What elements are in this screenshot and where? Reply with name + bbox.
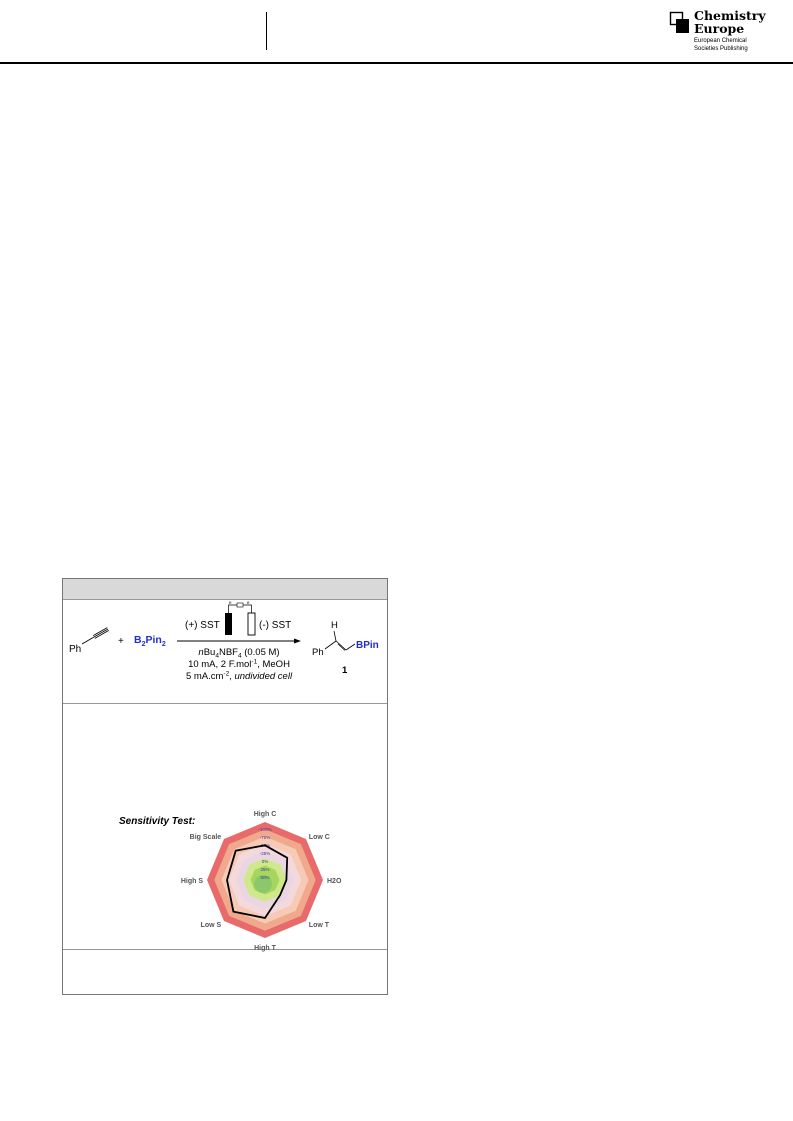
logo-sub-line-1: European Chemical bbox=[694, 38, 747, 44]
radar-ring-label: -100% bbox=[258, 827, 272, 832]
header-rule bbox=[0, 62, 793, 64]
electrode-mark-right: e bbox=[247, 600, 250, 605]
reaction-scheme bbox=[63, 601, 387, 703]
row-divider bbox=[63, 949, 387, 950]
radar-axis-label: High C bbox=[253, 811, 277, 818]
anode-electrode bbox=[225, 613, 232, 635]
power-source-icon bbox=[237, 603, 243, 607]
radar-ring-label: -25% bbox=[259, 851, 271, 856]
logo-title bbox=[694, 10, 766, 35]
cathode-label: (-) SST bbox=[259, 620, 292, 631]
radar-ring-label: -75% bbox=[259, 835, 271, 840]
radar-ring-label: 0% bbox=[261, 859, 269, 864]
logo-subtitle bbox=[694, 38, 748, 53]
radar-ring-label: -50% bbox=[259, 843, 271, 848]
product-number: 1 bbox=[342, 665, 348, 676]
cathode-electrode bbox=[248, 613, 255, 635]
reactant-ph-label: Ph bbox=[69, 644, 82, 655]
radar-axis-label: High T bbox=[254, 945, 276, 952]
product-h-label: H bbox=[331, 620, 338, 631]
header-divider bbox=[266, 12, 267, 50]
condition-current: 10 mA, 2 F.mol$^{-1}$, MeOH bbox=[188, 658, 290, 670]
logo-line-2: Europe bbox=[694, 20, 745, 36]
radar-axis-label: Low S bbox=[200, 921, 222, 929]
plus-sign: + bbox=[118, 636, 124, 647]
product-ph-bond bbox=[325, 641, 336, 649]
condition-electrolyte: $nBu_4NBF_4$ (0.05 M) bbox=[198, 647, 280, 660]
radar-axis-label: High S bbox=[180, 878, 203, 885]
logo-sub-line-2: Societies Publishing bbox=[694, 45, 748, 52]
sensitivity-radar-chart bbox=[63, 807, 387, 952]
logo-line-1: Chemistry bbox=[694, 8, 766, 23]
triple-bond bbox=[93, 628, 109, 639]
row-divider bbox=[63, 703, 387, 704]
product-ph-label: Ph bbox=[312, 647, 324, 658]
product-double-bond-2 bbox=[338, 644, 345, 651]
page-header bbox=[0, 0, 793, 64]
radar-axis-label: Low T bbox=[308, 921, 330, 929]
radar-axis-label: Low C bbox=[308, 834, 330, 842]
product-bpin-label: BPin bbox=[356, 640, 379, 651]
product-double-bond bbox=[336, 641, 346, 650]
condition-density: 5 $mA.cm^{-2}$, undivided cell bbox=[185, 670, 293, 682]
sensitivity-title: Sensitivity Test: bbox=[119, 816, 196, 827]
radar-ring-label: 25% bbox=[260, 867, 270, 872]
reaction-arrow-head bbox=[294, 639, 301, 644]
product-b-bond bbox=[346, 644, 355, 650]
alkyne-bond bbox=[82, 637, 94, 644]
anode-label: (+) SST bbox=[185, 620, 220, 631]
reagent-b2pin2: $B_2Pin_2$ bbox=[134, 634, 166, 648]
table-header-bar bbox=[63, 579, 387, 600]
radar-axis-label: Big Scale bbox=[189, 834, 222, 842]
product-ch-bond bbox=[334, 631, 336, 641]
scheme-table bbox=[62, 578, 388, 995]
electrode-mark-left: e bbox=[229, 600, 232, 605]
logo-mark-icon bbox=[670, 12, 690, 34]
radar-ring-label: 50% bbox=[260, 875, 270, 880]
radar-axis-label: H2O bbox=[327, 878, 342, 885]
